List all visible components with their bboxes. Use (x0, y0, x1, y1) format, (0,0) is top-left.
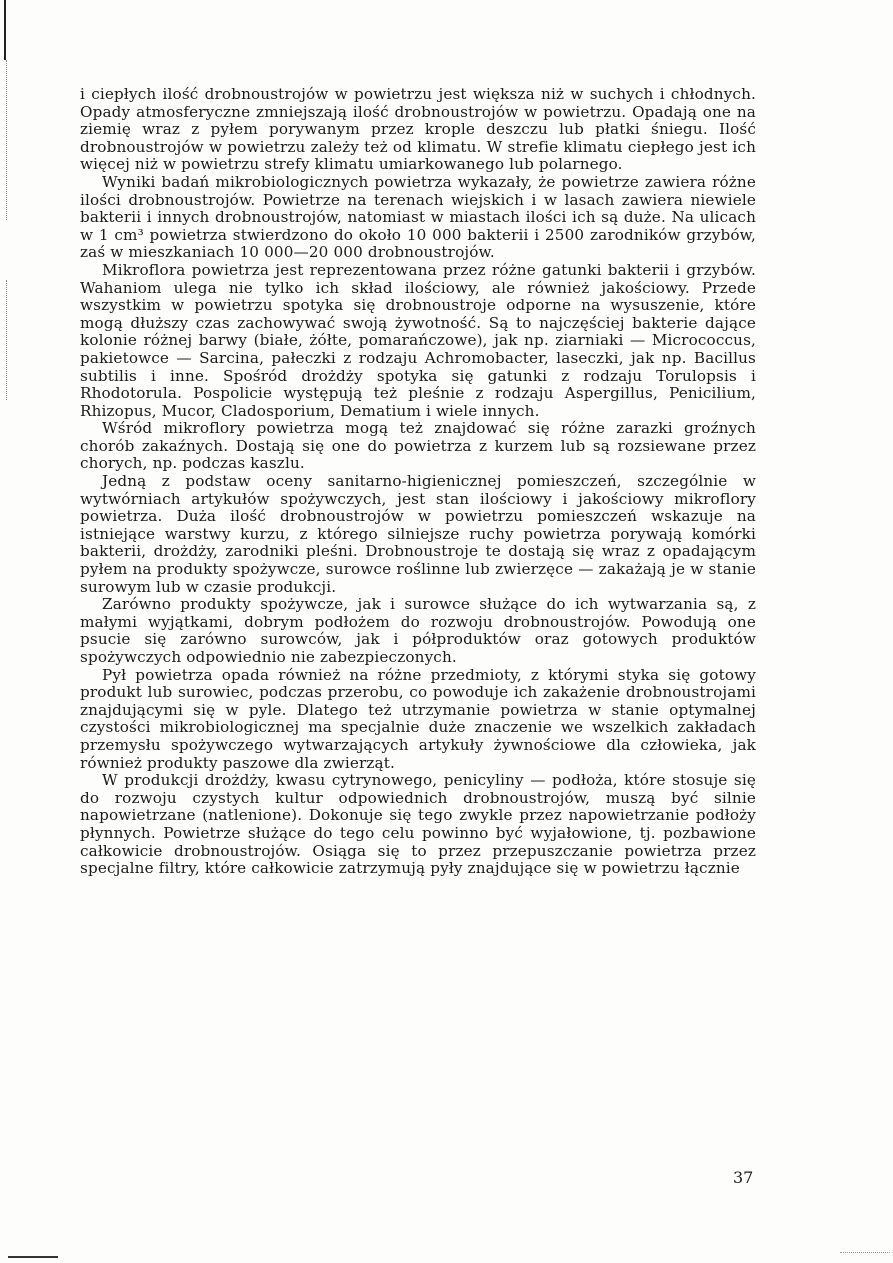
binding-dotted-line (6, 60, 8, 220)
binding-edge-mark (4, 0, 6, 60)
paragraph: Pył powietrza opada również na różne przedmioty, z którymi styka się gotowy produkt lub surowiec, podczas przerobu, co powoduje ich zakażenie drobnoustrojami znajdującymi się w pyle. Dlatego też utrzymanie powietrza w stanie optymalnej czystości mikrobiologicznej ma specjalnie duże znaczenie we wszelkich zakładach przemysłu spożywczego wytwarzających artykuły żywnościowe dla człowieka, jak również produkty paszowe dla zwierząt. (80, 665, 756, 772)
paragraph: Jedną z podstaw oceny sanitarno-higienicznej pomieszczeń, szczególnie w wytwórniach artykułów spożywczych, jest stan ilościowy i jakościowy mikroflory powietrza. Duża ilość drobnoustrojów w powietrzu pomieszczeń wskazuje na istniejące warstwy kurzu, z którego silniejsze ruchy powietrza porywają komórki bakterii, drożdży, zarodniki pleśni. Drobnoustroje te dostają się wraz z opadającym pyłem na produkty spożywcze, surowce roślinne lub zwierzęce — zakażają je w stanie surowym lub w czasie produkcji. (80, 472, 756, 596)
binding-dotted-line (6, 280, 8, 400)
paragraph: i ciepłych ilość drobnoustrojów w powietrzu jest większa niż w suchych i chłodnych. Opady atmosferyczne zmniejszają ilość drobnoustrojów w powietrzu. Opadają one na ziemię wraz z pyłem porywanym przez krople deszczu lub płatki śniegu. Ilość drobnoustrojów w powietrzu zależy też od klimatu. W strefie klimatu ciepłego jest ich więcej niż w powietrzu strefy klimatu umiarkowanego lub polarnego. (80, 85, 756, 174)
paragraph: Zarówno produkty spożywcze, jak i surowce służące do ich wytwarzania są, z małymi wyjątkami, dobrym podłożem do rozwoju drobnoustrojów. Powodują one psucie się zarówno surowców, jak i półproduktów oraz gotowych produktów spożywczych odpowiednio nie zabezpieczonych. (80, 595, 756, 666)
paragraph: Wyniki badań mikrobiologicznych powietrza wykazały, że powietrze zawiera różne ilości drobnoustrojów. Powietrze na terenach wiejskich i w lasach zawiera niewiele bakterii i innych drobnoustrojów, natomiast w miastach ilości ich są duże. Na ulicach w 1 cm³ powietrza stwierdzono do około 10 000 bakterii i 2500 zarodników grzybów, zaś w mieszkaniach 10 000—20 000 drobnoustrojów. (80, 172, 756, 262)
body-text (80, 86, 756, 878)
paragraph: W produkcji drożdży, kwasu cytrynowego, penicyliny — podłoża, które stosuje się do rozwoju czystych kultur odpowiednich drobnoustrojów, muszą być silnie napowietrzane (natlenione). Dokonuje się tego zwykle przez napowietrzanie podłoży płynnych. Powietrze służące do tego celu powinno być wyjałowione, tj. pozbawione całkowicie drobnoustrojów. Osiąga się to przez przepuszczanie powietrza przez specjalne filtry, które całkowicie zatrzymują pyły znajdujące się w powietrzu łącznie (80, 771, 756, 878)
page-number: 37 (733, 1168, 754, 1187)
scan-dotted-edge (840, 1252, 890, 1253)
paragraph: Mikroflora powietrza jest reprezentowana przez różne gatunki bakterii i grzybów. Wahaniom ulega nie tylko ich skład ilościowy, ale również jakościowy. Przede wszystkim w powietrzu spotyka się drobnoustroje odporne na wysuszenie, które mogą dłuższy czas zachowywać swoją żywotność. Są to najczęściej bakterie dające kolonie różnej barwy (białe, żółte, pomarańczowe), jak np. ziarniaki — Micrococcus, pakietowce — Sarcina, pałeczki z rodzaju Achromobacter, laseczki, jak np. Bacillus subtilis i inne. Spośród drożdży spotyka się gatunki z rodzaju Torulopsis i Rhodotorula. Pospolicie występują też pleśnie z rodzaju Aspergillus, Penicilium, Rhizopus, Mucor, Cladosporium, Dematium i wiele innych. (80, 260, 756, 420)
scan-edge-mark (8, 1256, 58, 1258)
paragraph: Wśród mikroflory powietrza mogą też znajdować się różne zarazki groźnych chorób zakaźnych. Dostają się one do powietrza z kurzem lub są rozsiewane przez chorych, np. podczas kaszlu. (80, 419, 756, 473)
